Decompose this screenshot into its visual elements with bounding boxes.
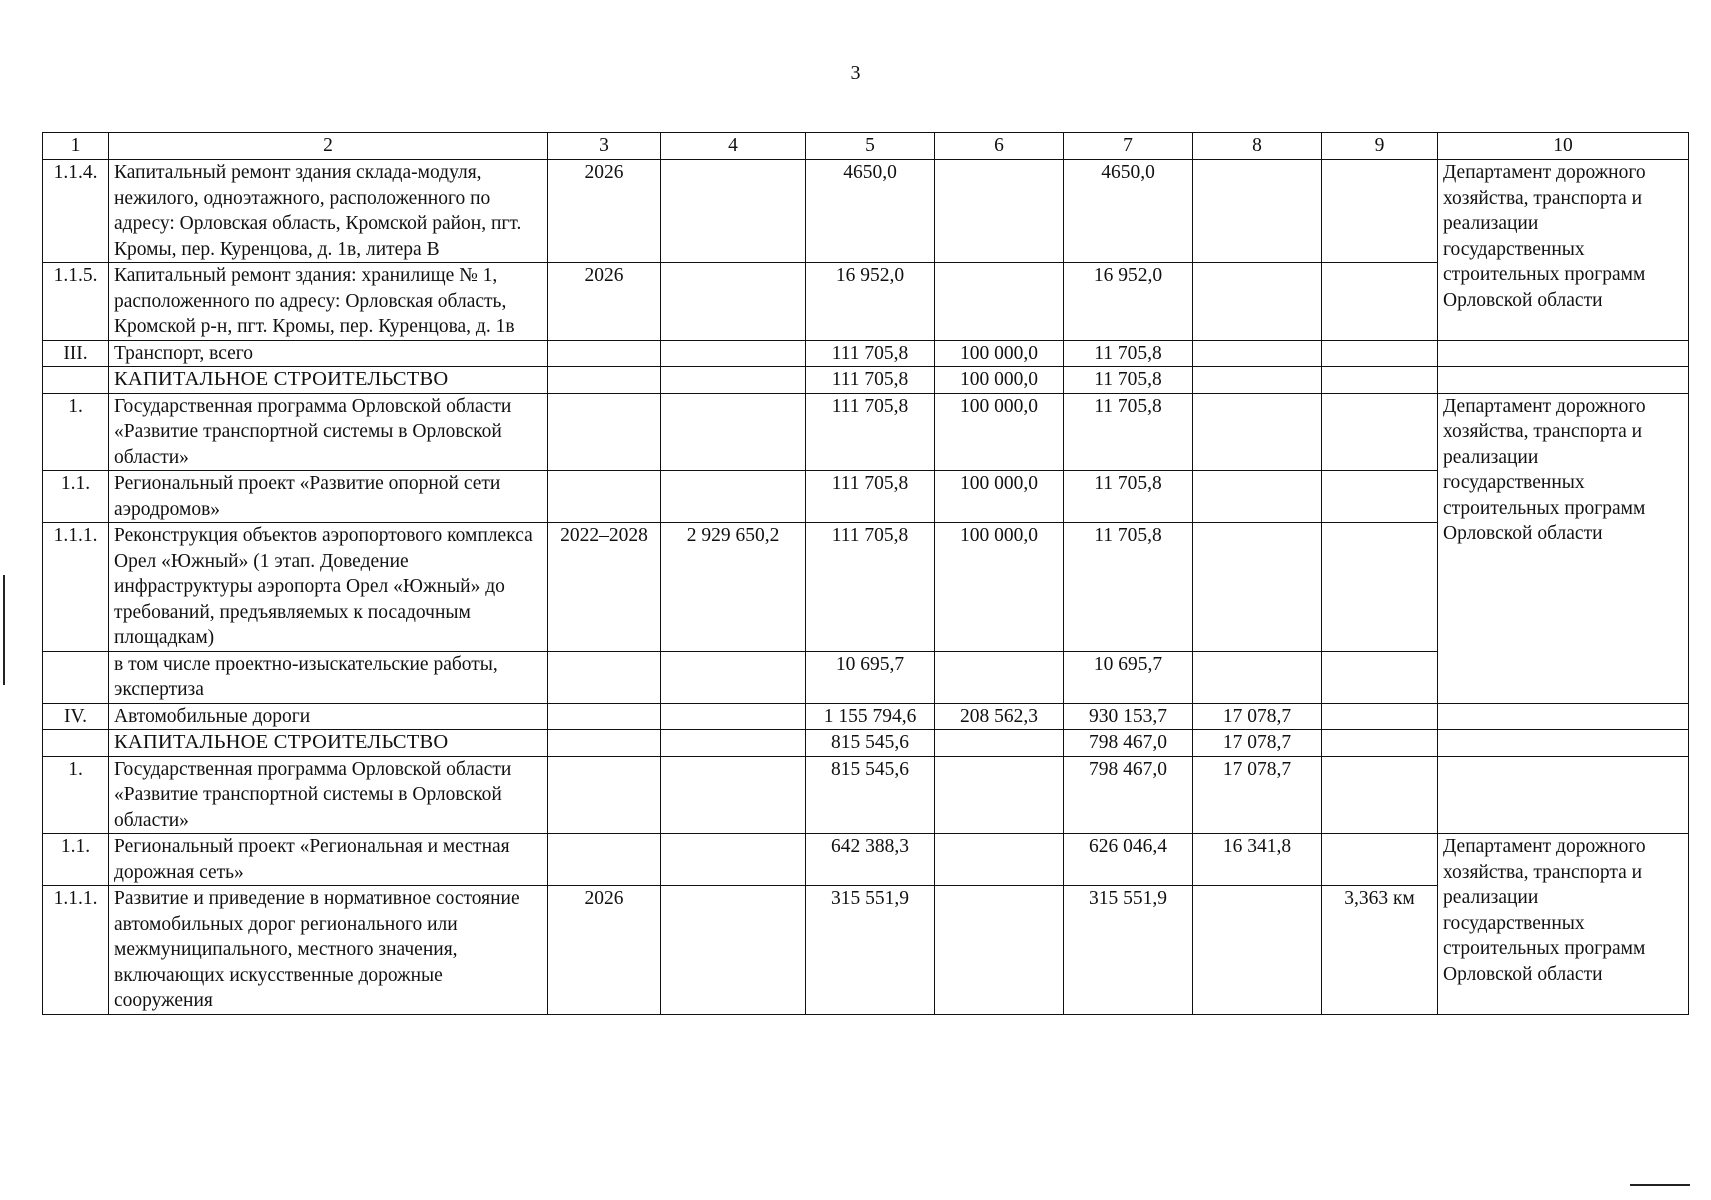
row-name: Реконструкция объектов аэропортового комплекса Орел «Южный» (1 этап. Доведение инфраструктуры аэропорта Орел «Южный» до требований, предъявляемых к посадочным площадкам) xyxy=(109,523,548,652)
row-col4 xyxy=(661,263,806,341)
row-col4: 2 929 650,2 xyxy=(661,523,806,652)
row-col5: 111 705,8 xyxy=(806,393,935,471)
row-name: Капитальный ремонт здания склада-модуля, нежилого, одноэтажного, расположенного по адресу: Орловская область, Кромской район, пгт. Кромы, пер. Куренцова, д. 1в, литера В xyxy=(109,160,548,263)
row-col8: 16 341,8 xyxy=(1193,834,1322,886)
row-col7: 11 705,8 xyxy=(1064,471,1193,523)
row-col8: 17 078,7 xyxy=(1193,703,1322,730)
row-col9 xyxy=(1322,160,1438,263)
row-col6 xyxy=(935,160,1064,263)
row-col7: 11 705,8 xyxy=(1064,340,1193,367)
row-col5: 111 705,8 xyxy=(806,523,935,652)
col-header-7: 7 xyxy=(1064,133,1193,160)
col-header-1: 1 xyxy=(43,133,109,160)
row-col8: 17 078,7 xyxy=(1193,730,1322,757)
row-col6 xyxy=(935,263,1064,341)
section-row xyxy=(43,340,1689,367)
row-col4 xyxy=(661,160,806,263)
responsible-department: Департамент дорожного хозяйства, транспорта и реализации государственных строительных программ Орловской области xyxy=(1438,393,1689,703)
row-col7: 11 705,8 xyxy=(1064,393,1193,471)
row-col7: 16 952,0 xyxy=(1064,263,1193,341)
row-col5: 815 545,6 xyxy=(806,730,935,757)
row-number: 1.1. xyxy=(43,834,109,886)
row-col7: 315 551,9 xyxy=(1064,886,1193,1015)
row-number: 1.1.5. xyxy=(43,263,109,341)
header-row xyxy=(43,133,1689,160)
scan-mark-left xyxy=(3,575,5,685)
row-col5: 10 695,7 xyxy=(806,651,935,703)
table-row xyxy=(43,393,1689,471)
row-col5: 315 551,9 xyxy=(806,886,935,1015)
row-col7: 10 695,7 xyxy=(1064,651,1193,703)
col-header-9: 9 xyxy=(1322,133,1438,160)
row-col5: 815 545,6 xyxy=(806,756,935,834)
row-number: 1.1. xyxy=(43,471,109,523)
col-header-8: 8 xyxy=(1193,133,1322,160)
row-col6: 100 000,0 xyxy=(935,340,1064,367)
table-row xyxy=(43,834,1689,886)
row-name: КАПИТАЛЬНОЕ СТРОИТЕЛЬСТВО xyxy=(109,730,548,757)
scan-mark-bottom-right xyxy=(1630,1184,1690,1186)
row-col5: 111 705,8 xyxy=(806,340,935,367)
row-number: IV. xyxy=(43,703,109,730)
row-col6: 100 000,0 xyxy=(935,471,1064,523)
row-number: 1.1.4. xyxy=(43,160,109,263)
row-name: Автомобильные дороги xyxy=(109,703,548,730)
row-col8 xyxy=(1193,263,1322,341)
row-year: 2026 xyxy=(548,263,661,341)
table-row xyxy=(43,160,1689,263)
col-header-10: 10 xyxy=(1438,133,1689,160)
section-row xyxy=(43,703,1689,730)
row-col5: 111 705,8 xyxy=(806,367,935,394)
col-header-2: 2 xyxy=(109,133,548,160)
row-year: 2022–2028 xyxy=(548,523,661,652)
row-number: 1. xyxy=(43,756,109,834)
row-col9: 3,363 км xyxy=(1322,886,1438,1015)
row-col7: 11 705,8 xyxy=(1064,523,1193,652)
row-name: Капитальный ремонт здания: хранилище № 1, расположенного по адресу: Орловская область, Кромской р-н, пгт. Кромы, пер. Куренцова, д. 1в xyxy=(109,263,548,341)
row-col7: 930 153,7 xyxy=(1064,703,1193,730)
row-col7: 798 467,0 xyxy=(1064,730,1193,757)
responsible-department: Департамент дорожного хозяйства, транспорта и реализации государственных строительных программ Орловской области xyxy=(1438,160,1689,341)
col-header-3: 3 xyxy=(548,133,661,160)
row-col5: 642 388,3 xyxy=(806,834,935,886)
row-col5: 1 155 794,6 xyxy=(806,703,935,730)
row-name: в том числе проектно-изыскательские работы, экспертиза xyxy=(109,651,548,703)
investment-table xyxy=(42,132,1689,1015)
row-name: Региональный проект «Развитие опорной сети аэродромов» xyxy=(109,471,548,523)
row-name: Развитие и приведение в нормативное состояние автомобильных дорог регионального или межмуниципального, местного значения, включающих искусственные дорожные сооружения xyxy=(109,886,548,1015)
row-col7: 798 467,0 xyxy=(1064,756,1193,834)
row-col5: 16 952,0 xyxy=(806,263,935,341)
row-col6: 100 000,0 xyxy=(935,523,1064,652)
row-col8 xyxy=(1193,160,1322,263)
row-year: 2026 xyxy=(548,886,661,1015)
subsection-row xyxy=(43,367,1689,394)
row-name: Транспорт, всего xyxy=(109,340,548,367)
col-header-5: 5 xyxy=(806,133,935,160)
row-number: 1.1.1. xyxy=(43,886,109,1015)
row-year: 2026 xyxy=(548,160,661,263)
row-number: 1. xyxy=(43,393,109,471)
table-row xyxy=(43,756,1689,834)
row-col9 xyxy=(1322,263,1438,341)
responsible-department: Департамент дорожного хозяйства, транспорта и реализации государственных строительных программ Орловской области xyxy=(1438,834,1689,1015)
row-name: КАПИТАЛЬНОЕ СТРОИТЕЛЬСТВО xyxy=(109,367,548,394)
col-header-6: 6 xyxy=(935,133,1064,160)
subsection-row xyxy=(43,730,1689,757)
row-col7: 626 046,4 xyxy=(1064,834,1193,886)
row-col7: 11 705,8 xyxy=(1064,367,1193,394)
row-number: III. xyxy=(43,340,109,367)
row-col6: 100 000,0 xyxy=(935,367,1064,394)
row-col5: 111 705,8 xyxy=(806,471,935,523)
col-header-4: 4 xyxy=(661,133,806,160)
row-name: Региональный проект «Региональная и местная дорожная сеть» xyxy=(109,834,548,886)
row-col5: 4650,0 xyxy=(806,160,935,263)
row-col8: 17 078,7 xyxy=(1193,756,1322,834)
row-col6: 100 000,0 xyxy=(935,393,1064,471)
row-number: 1.1.1. xyxy=(43,523,109,652)
row-name: Государственная программа Орловской области «Развитие транспортной системы в Орловской области» xyxy=(109,756,548,834)
row-name: Государственная программа Орловской области «Развитие транспортной системы в Орловской области» xyxy=(109,393,548,471)
row-col6: 208 562,3 xyxy=(935,703,1064,730)
page-number: 3 xyxy=(850,62,861,84)
row-col7: 4650,0 xyxy=(1064,160,1193,263)
